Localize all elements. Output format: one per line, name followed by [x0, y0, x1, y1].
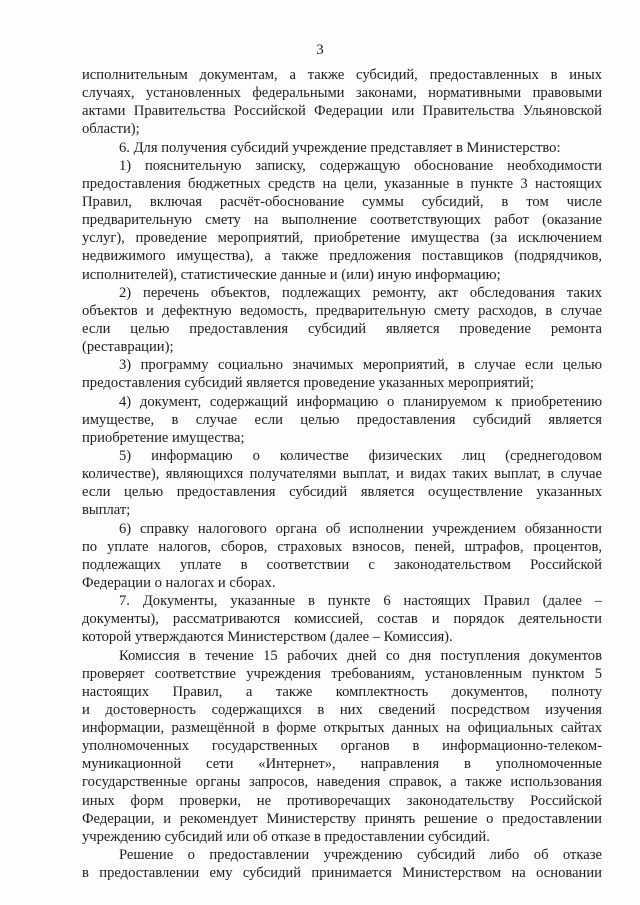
- text-line: которой утверждаются Министерством (далее – Комиссия).: [82, 629, 453, 646]
- text-line: случаях, установленных федеральными законами, нормативными правовыми: [82, 85, 602, 102]
- text-line: информации, размещённой в форме открытых данных на официальных сайтах: [82, 720, 602, 737]
- text-line: в предоставлении ему субсидий принимается Министерством на основании: [82, 865, 602, 882]
- text-line: 5) информацию о количестве физических лиц (среднегодовом: [119, 447, 602, 464]
- text-line: 1) пояснительную записку, содержащую обоснование необходимости: [119, 157, 602, 174]
- text-line: проверяет соответствие учреждения требованиям, установленным пунктом 5: [82, 665, 602, 682]
- text-line: выплат;: [82, 502, 131, 519]
- text-line: предварительную смету на выполнение соответствующих работ (оказание: [82, 212, 602, 229]
- text-line: имуществе, в случае если целью предоставления субсидий является: [82, 411, 602, 428]
- text-line: 6. Для получения субсидий учреждение представляет в Министерство:: [119, 139, 561, 156]
- text-line: Правил, включая расчёт-обоснование суммы субсидий, в том числе: [82, 193, 602, 210]
- text-line: актами Правительства Российской Федерации или Правительства Ульяновской: [82, 103, 602, 120]
- text-line: предоставления бюджетных средств на цели, указанные в пункте 3 настоящих: [82, 175, 602, 192]
- text-line: 3) программу социально значимых мероприятий, в случае если целью: [119, 357, 602, 374]
- text-line: исполнительным документам, а также субсидий, предоставленных в иных: [82, 67, 602, 83]
- text-line: по уплате налогов, сборов, страховых взносов, пеней, штрафов, процентов,: [82, 538, 602, 555]
- text-line: 6) справку налогового органа об исполнении учреждением обязанности: [119, 520, 602, 537]
- text-line: Федерации о налогах и сборах.: [82, 574, 276, 591]
- text-line: уполномоченных государственных органов в информационно-телеком-: [82, 738, 602, 755]
- text-line: подлежащих уплате в соответствии с законодательством Российской: [82, 556, 602, 573]
- text-line: недвижимого имущества), а также предложения поставщиков (подрядчиков,: [82, 248, 602, 265]
- text-line: области);: [82, 121, 140, 138]
- text-line: если целью предоставления субсидий является осуществление указанных: [82, 484, 602, 501]
- text-line: учреждению субсидий или об отказе в предоставлении субсидий.: [82, 828, 490, 845]
- text-line: документы), рассматриваются комиссией, состав и порядок деятельности: [82, 611, 602, 628]
- document-body: [82, 66, 602, 882]
- text-line: если целью предоставления субсидий является проведение ремонта: [82, 320, 602, 337]
- text-line: муникационной сети «Интернет», направления в уполномоченные: [82, 756, 602, 773]
- text-line: Федерации, и рекомендует Министерству принять решение о предоставлении: [82, 810, 602, 827]
- text-line: и достоверность содержащихся в них сведений посредством изучения: [82, 701, 602, 718]
- text-line: иных форм проверки, не противоречащих законодательству Российской: [82, 792, 602, 809]
- text-line: 4) документ, содержащий информацию о планируемом к приобретению: [119, 393, 602, 410]
- text-line: предоставления субсидий является проведение указанных мероприятий;: [82, 375, 534, 392]
- text-line: услуг), проведение мероприятий, приобретение имущества (за исключением: [82, 230, 602, 247]
- text-line: 2) перечень объектов, подлежащих ремонту, акт обследования таких: [119, 284, 602, 301]
- text-line: государственные органы запросов, наведения справок, а также использования: [82, 774, 602, 791]
- text-line: исполнителей), статистические данные и (или) иную информацию;: [82, 266, 501, 283]
- text-line: количестве), являющихся получателями выплат, и видах таких выплат, в случае: [82, 466, 602, 483]
- text-line: Решение о предоставлении учреждению субсидий либо об отказе: [119, 847, 602, 864]
- text-line: Комиссия в течение 15 рабочих дней со дня поступления документов: [119, 647, 602, 664]
- text-line: 7. Документы, указанные в пункте 6 настоящих Правил (далее –: [119, 593, 602, 610]
- text-line: приобретение имущества;: [82, 429, 245, 446]
- text-line: объектов и дефектную ведомость, предварительную смету расходов, в случае: [82, 302, 602, 319]
- page-number: 3: [316, 42, 324, 58]
- text-line: настоящих Правил, а также комплектность документов, полноту: [82, 683, 602, 700]
- text-line: (реставрации);: [82, 339, 174, 356]
